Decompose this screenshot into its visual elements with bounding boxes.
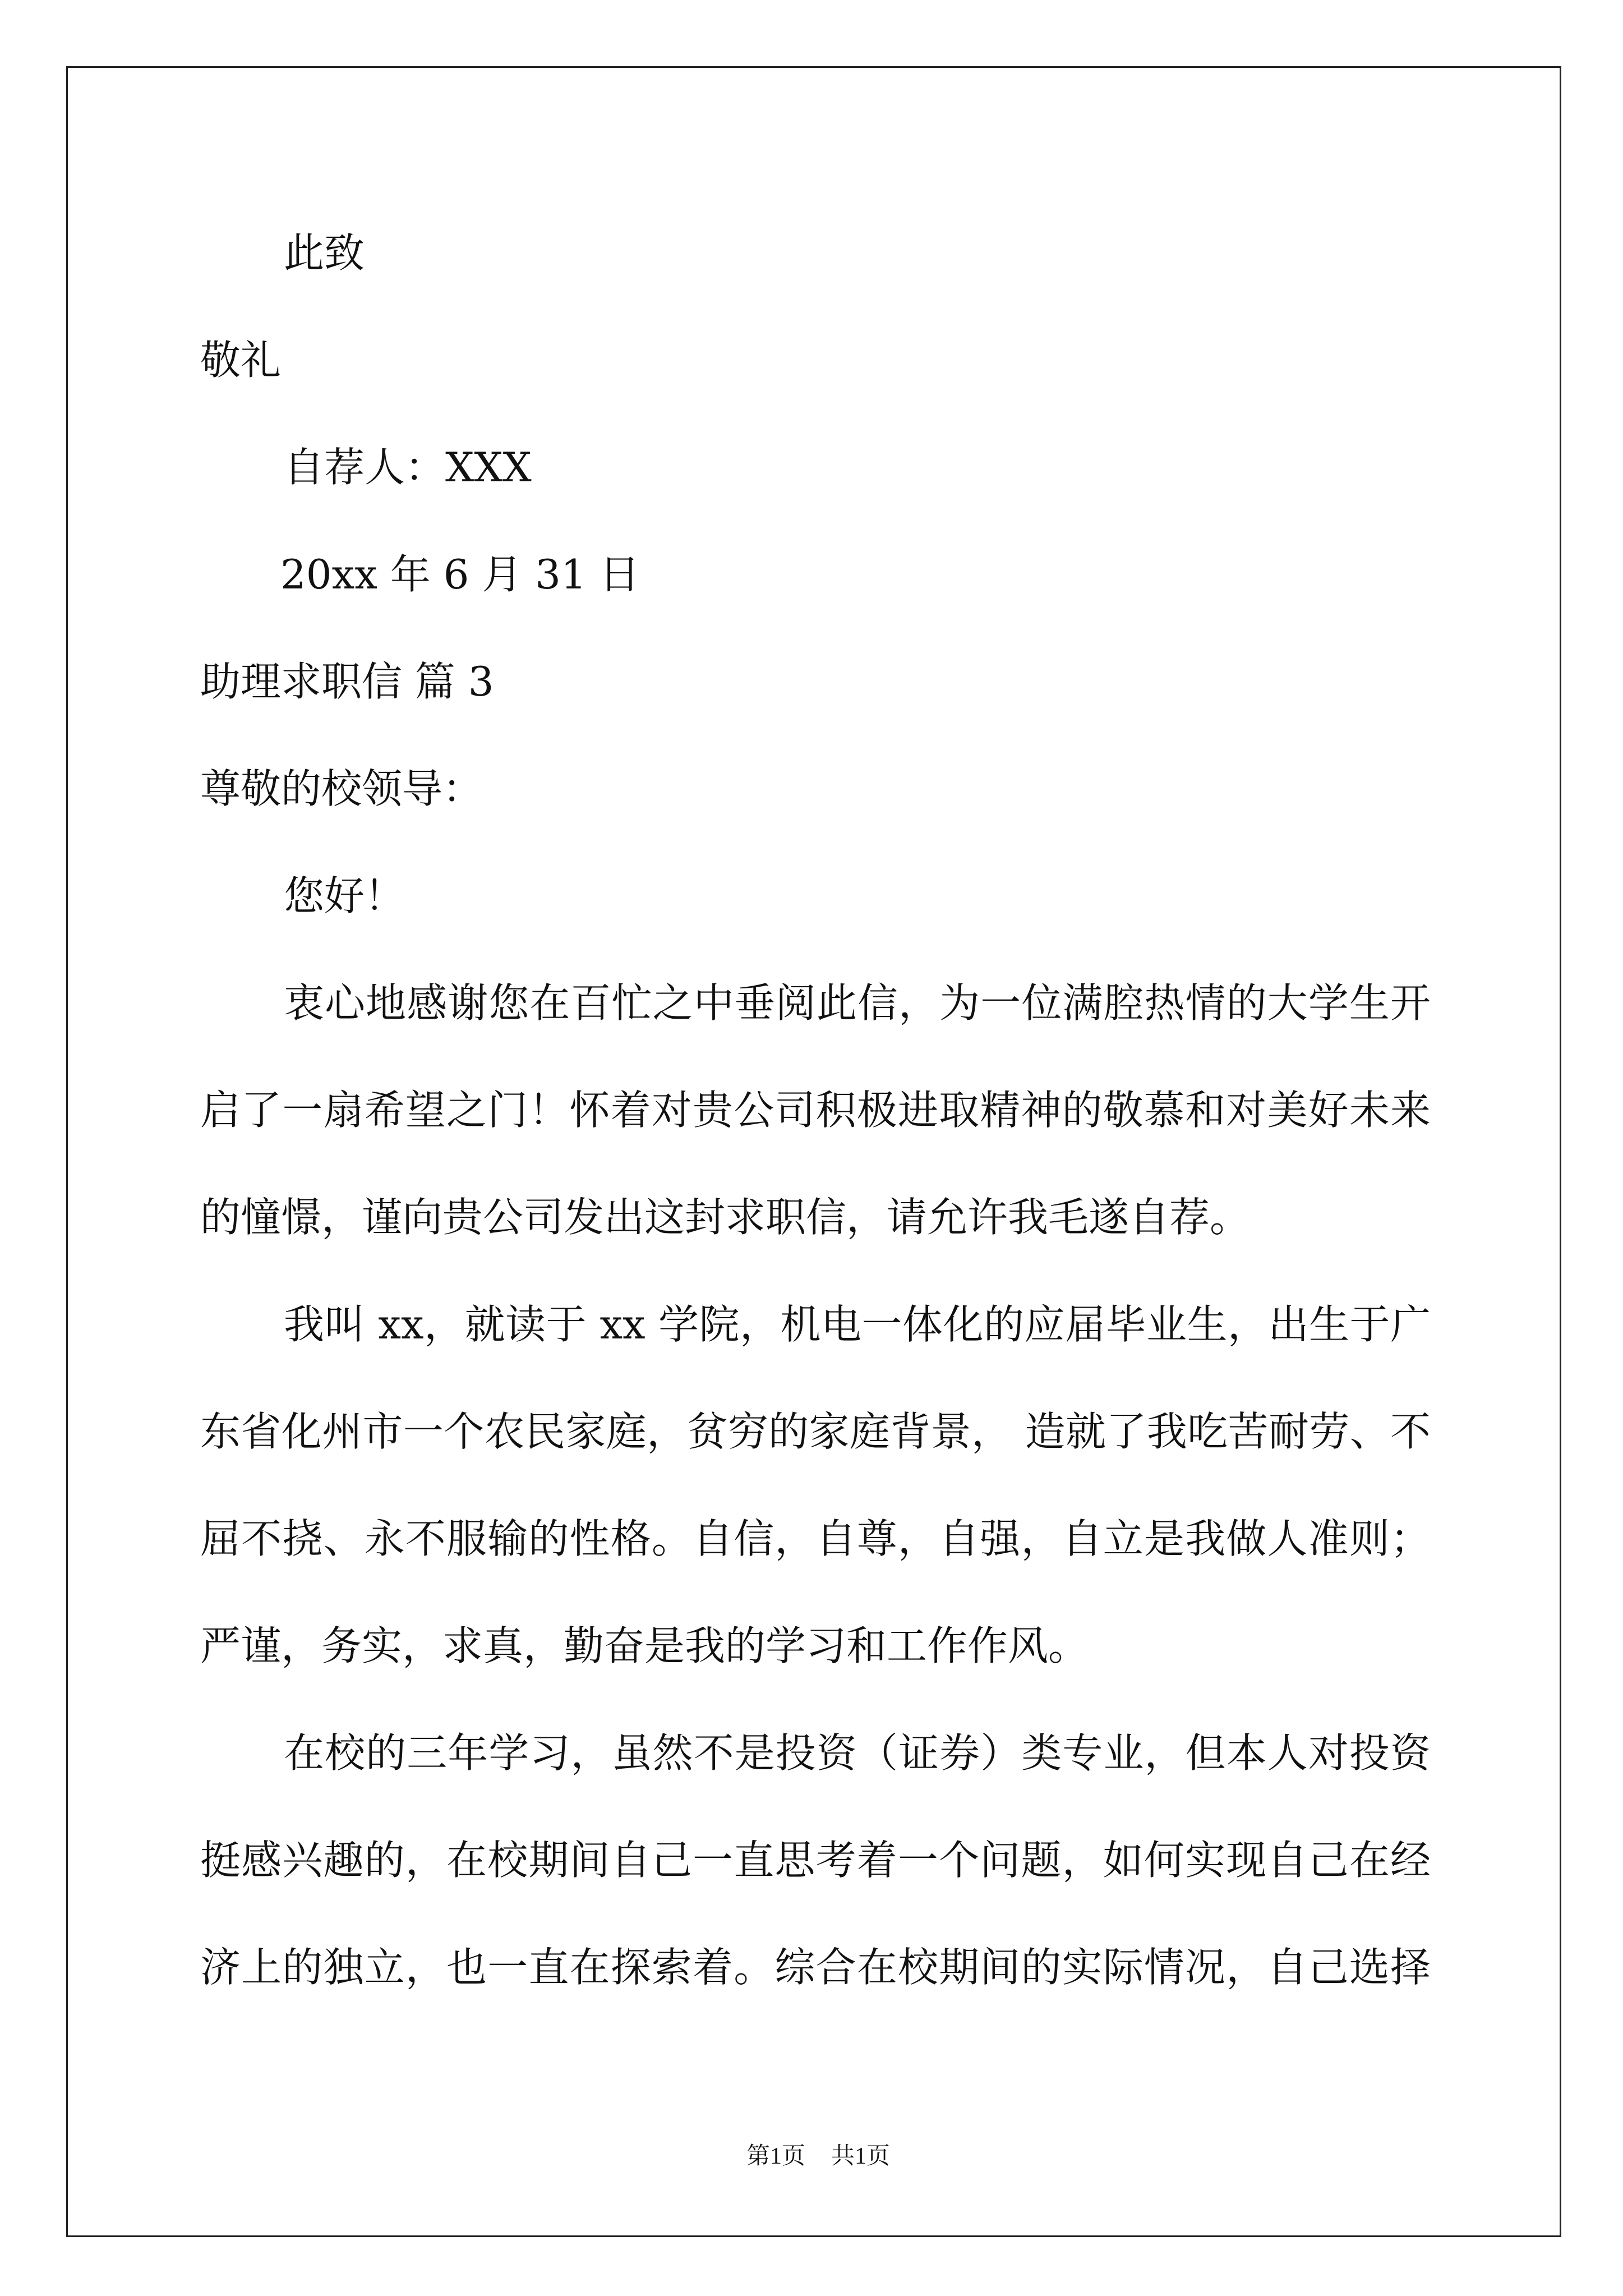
- paragraph-line: 严谨，务实，求真，勤奋是我的学习和工作作风。: [200, 1622, 1089, 1669]
- page-border: [66, 66, 1561, 2237]
- greeting: 您好！: [284, 872, 405, 919]
- date-line: 20xx 年 6 月 31 日: [280, 551, 640, 598]
- closing-line: 此致: [284, 229, 365, 277]
- paragraph-line: 在校的三年学习，虽然不是投资（证券）类专业，但本人对投资: [284, 1729, 1431, 1777]
- paragraph-line: 屈不挠、永不服输的性格。自信，自尊，自强，自立是我做人准则；: [200, 1515, 1431, 1562]
- paragraph-line: 我叫 xx，就读于 xx 学院，机电一体化的应届毕业生，出生于广: [284, 1301, 1431, 1348]
- signer-line: 自荐人：XXX: [284, 444, 532, 491]
- paragraph-line: 衷心地感谢您在百忙之中垂阅此信，为一位满腔热情的大学生开: [284, 979, 1431, 1027]
- paragraph-line: 济上的独立，也一直在探索着。综合在校期间的实际情况，自己选择: [200, 1944, 1431, 1991]
- page-total: 共1页: [831, 2143, 891, 2169]
- paragraph-line: 的憧憬，谨向贵公司发出这封求职信，请允许我毛遂自荐。: [200, 1194, 1251, 1241]
- paragraph-line: 挺感兴趣的，在校期间自己一直思考着一个问题，如何实现自己在经: [200, 1837, 1431, 1884]
- paragraph-line: 启了一扇希望之门！怀着对贵公司积极进取精神的敬慕和对美好未来: [200, 1087, 1431, 1134]
- salutation: 尊敬的校领导：: [200, 765, 483, 812]
- paragraph-line: 东省化州市一个农民家庭，贫穷的家庭背景， 造就了我吃苦耐劳、不: [200, 1408, 1431, 1455]
- page-number: 第1页: [746, 2143, 805, 2169]
- page-footer: [0, 2143, 1623, 2170]
- letter-heading: 助理求职信 篇 3: [200, 658, 494, 705]
- regards-line: 敬礼: [200, 337, 282, 384]
